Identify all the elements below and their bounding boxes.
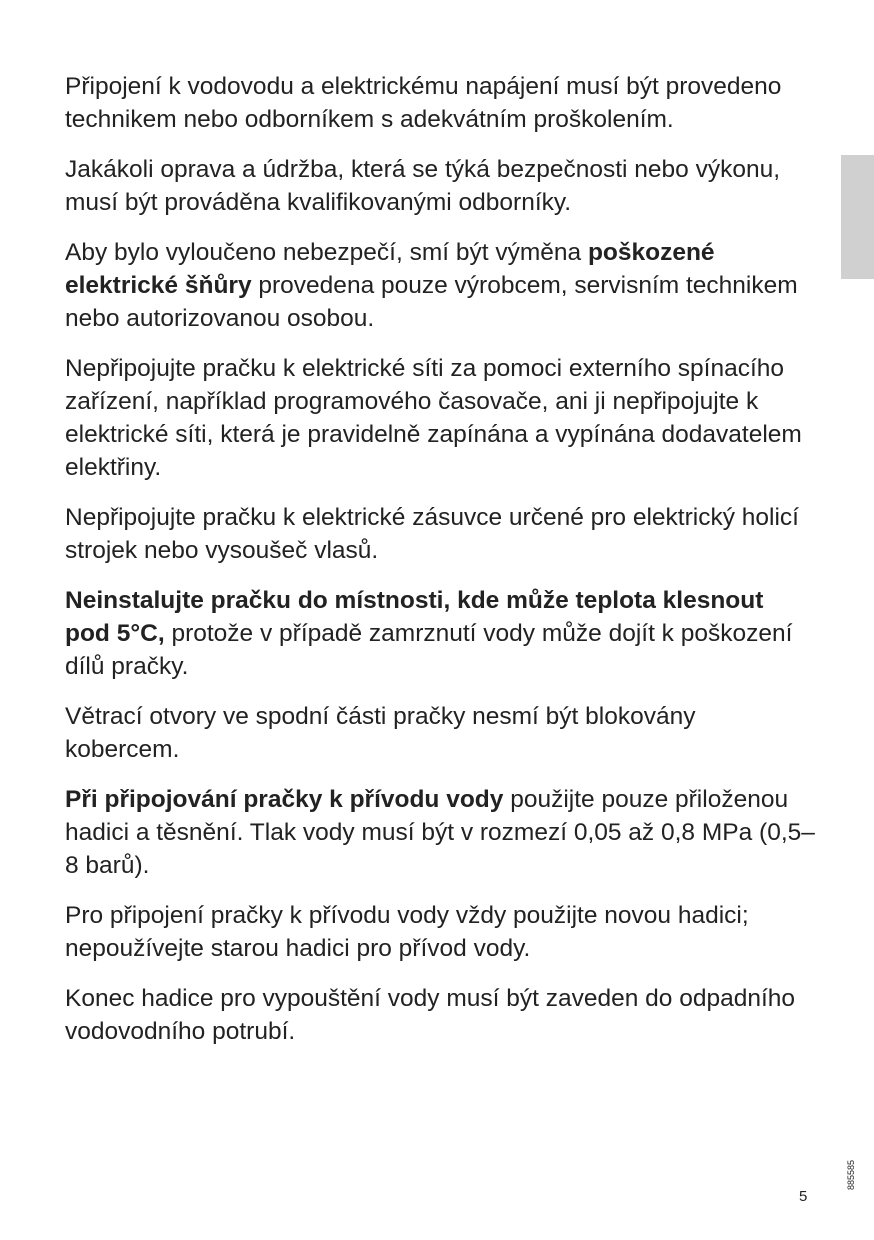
- bold-emphasis: poškozené elektrické šňůry: [65, 239, 715, 299]
- paragraph-text: Aby bylo vyloučeno nebezpečí, smí být výměna: [65, 239, 588, 266]
- paragraph-shaver-socket-warning: Nepřipojujte pračku k elektrické zásuvce určené pro elektrický holicí strojek nebo vysoušeč vlasů.: [65, 504, 799, 564]
- paragraph-connection-requirements: Připojení k vodovodu a elektrickému napájení musí být provedeno technikem nebo odborníkem s adekvátním proškolením.: [65, 73, 782, 133]
- bold-emphasis: Neinstalujte pračku do místnosti, kde může teplota klesnout pod 5°C,: [65, 587, 764, 647]
- paragraph-temperature-warning: [65, 584, 815, 683]
- paragraph-drain-hose: Konec hadice pro vypouštění vody musí být zaveden do odpadního vodovodního potrubí.: [65, 985, 796, 1045]
- paragraph-ventilation-openings: Větrací otvory ve spodní části pračky nesmí být blokovány kobercem.: [65, 703, 696, 763]
- document-body: [65, 70, 815, 1065]
- bold-emphasis: Při připojování pračky k přívodu vody: [65, 786, 504, 813]
- paragraph-text: použijte pouze přiloženou hadici a těsnění. Tlak vody musí být v rozmezí 0,05 až 0,8 MPa (0,5–8 barů).: [65, 786, 815, 879]
- section-tab-marker: [841, 155, 874, 279]
- paragraph-repair-maintenance: Jakákoli oprava a údržba, která se týká bezpečnosti nebo výkonu, musí být prováděna kvalifikovanými odborníky.: [65, 156, 780, 216]
- paragraph-text: protože v případě zamrznutí vody může dojít k poškození dílů pračky.: [65, 620, 793, 680]
- document-code: 885585: [846, 1159, 856, 1190]
- paragraph-power-cord-replacement: [65, 236, 815, 335]
- paragraph-water-supply-connection: [65, 783, 815, 882]
- page-number: 5: [799, 1188, 808, 1205]
- paragraph-text: provedena pouze výrobcem, servisním technikem nebo autorizovanou osobou.: [65, 272, 798, 332]
- paragraph-new-hose: Pro připojení pračky k přívodu vody vždy použijte novou hadici; nepoužívejte starou hadici pro přívod vody.: [65, 902, 749, 962]
- paragraph-external-switch-warning: Nepřipojujte pračku k elektrické síti za pomoci externího spínacího zařízení, například programového časovače, ani ji nepřipojujte k elektrické síti, která je pravidelně zapínána a vypínána dodavatelem elektřiny.: [65, 355, 802, 481]
